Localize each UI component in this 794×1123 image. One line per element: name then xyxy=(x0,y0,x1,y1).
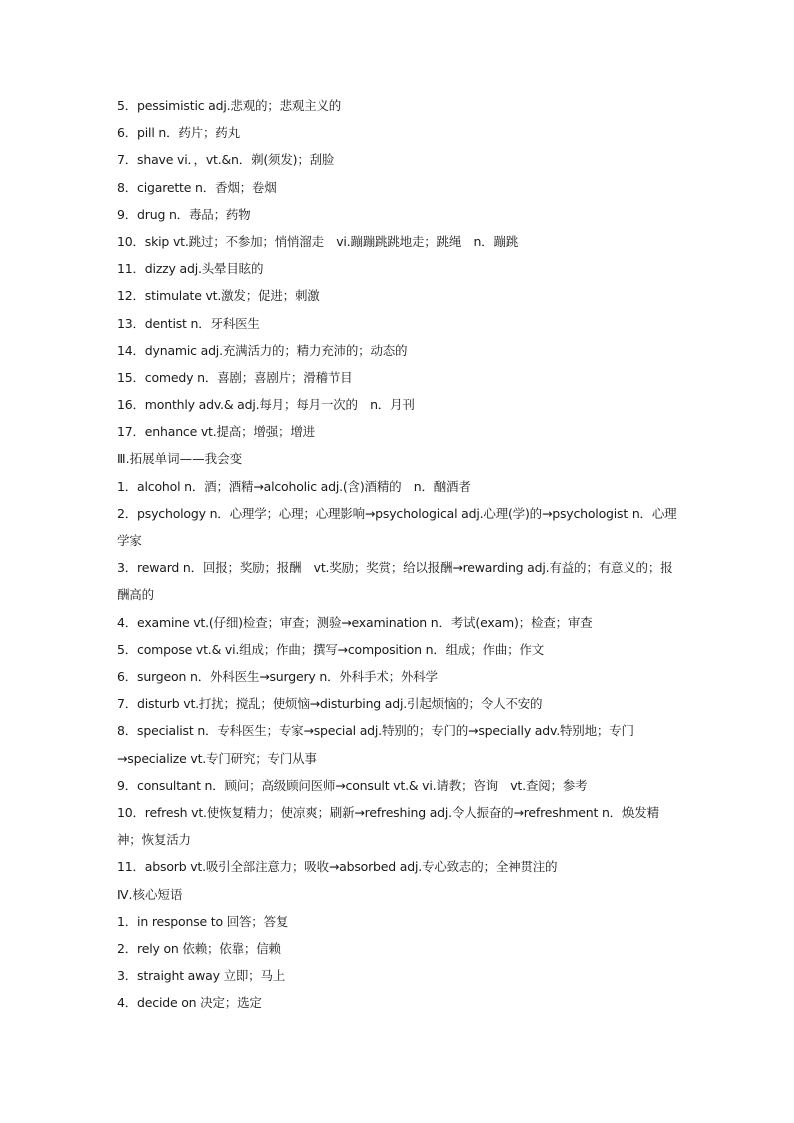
phrase-item-straight-away: 3．straight away 立即；马上 xyxy=(117,968,286,984)
vocab-item-pill: 6．pill n．药片；药丸 xyxy=(117,125,240,141)
vocab-item-monthly: 16．monthly adv.& adj.每月；每月一次的 n．月刊 xyxy=(117,397,415,413)
vocab-item-dynamic: 14．dynamic adj.充满活力的；精力充沛的；动态的 xyxy=(117,342,408,358)
vocab-item-stimulate: 12．stimulate vt.激发；促进；刺激 xyxy=(117,288,320,304)
expansion-item-psychology: 2．psychology n．心理学；心理；心理影响→psychological adj.心理(学)的→psychologist n．心理学家 xyxy=(117,505,677,549)
vocab-item-cigarette: 8．cigarette n．香烟；卷烟 xyxy=(117,179,277,195)
section-heading-word-expansion: Ⅲ.拓展单词——我会变 xyxy=(117,451,243,467)
expansion-item-disturb: 7．disturb vt.打扰；搅乱；使烦恼→disturbing adj.引起烦恼的；令人不安的 xyxy=(117,696,543,712)
section-heading-core-phrases: Ⅳ.核心短语 xyxy=(117,886,183,902)
phrase-item-decide-on: 4．decide on 决定；选定 xyxy=(117,995,262,1011)
vocab-item-dentist: 13．dentist n．牙科医生 xyxy=(117,315,260,331)
vocab-item-shave: 7．shave vi．，vt.&n．剃(须发)；刮脸 xyxy=(117,152,335,168)
expansion-item-reward: 3．reward n．回报；奖励；报酬 vt.奖励；奖赏；给以报酬→rewarding adj.有益的；有意义的；报酬高的 xyxy=(117,560,673,603)
document-page xyxy=(117,92,682,1017)
expansion-item-alcohol: 1．alcohol n．酒；酒精→alcoholic adj.(含)酒精的 n．酗酒者 xyxy=(117,478,471,494)
vocab-item-skip: 10．skip vt.跳过；不参加；悄悄溜走 vi.蹦蹦跳跳地走；跳绳 n．蹦跳 xyxy=(117,233,519,249)
expansion-item-compose: 5．compose vt.& vi.组成；作曲；撰写→composition n．组成；作曲；作文 xyxy=(117,641,545,657)
phrase-item-in-response-to: 1．in response to 回答；答复 xyxy=(117,913,289,929)
expansion-item-absorb: 11．absorb vt.吸引全部注意力；吸收→absorbed adj.专心致志的；全神贯注的 xyxy=(117,859,558,875)
vocab-item-comedy: 15．comedy n．喜剧；喜剧片；滑稽节目 xyxy=(117,369,353,385)
expansion-item-examine: 4．examine vt.(仔细)检查；审查；测验→examination n．考试(exam)；检查；审查 xyxy=(117,614,593,630)
phrase-item-rely-on: 2．rely on 依赖；依靠；信赖 xyxy=(117,940,281,956)
vocab-item-enhance: 17．enhance vt.提高；增强；增进 xyxy=(117,424,315,440)
vocab-item-pessimistic: 5．pessimistic adj.悲观的；悲观主义的 xyxy=(117,98,342,113)
expansion-item-surgeon: 6．surgeon n．外科医生→surgery n．外科手术；外科学 xyxy=(117,669,438,684)
vocab-item-drug: 9．drug n．毒品；药物 xyxy=(117,206,251,222)
expansion-item-specialist: 8．specialist n．专科医生；专家→special adj.特别的；专门的→specially adv.特别地；专门→specialize vt.专门研究；专门从事 xyxy=(117,723,634,766)
expansion-item-refresh: 10．refresh vt.使恢复精力；使凉爽；刷新→refreshing adj.令人振奋的→refreshment n．焕发精神；恢复活力 xyxy=(117,804,659,848)
vocab-item-dizzy: 11．dizzy adj.头晕目眩的 xyxy=(117,261,264,277)
expansion-item-consultant: 9．consultant n．顾问；高级顾问医师→consult vt.& vi.请教；咨询 vt.查阅；参考 xyxy=(117,777,588,793)
